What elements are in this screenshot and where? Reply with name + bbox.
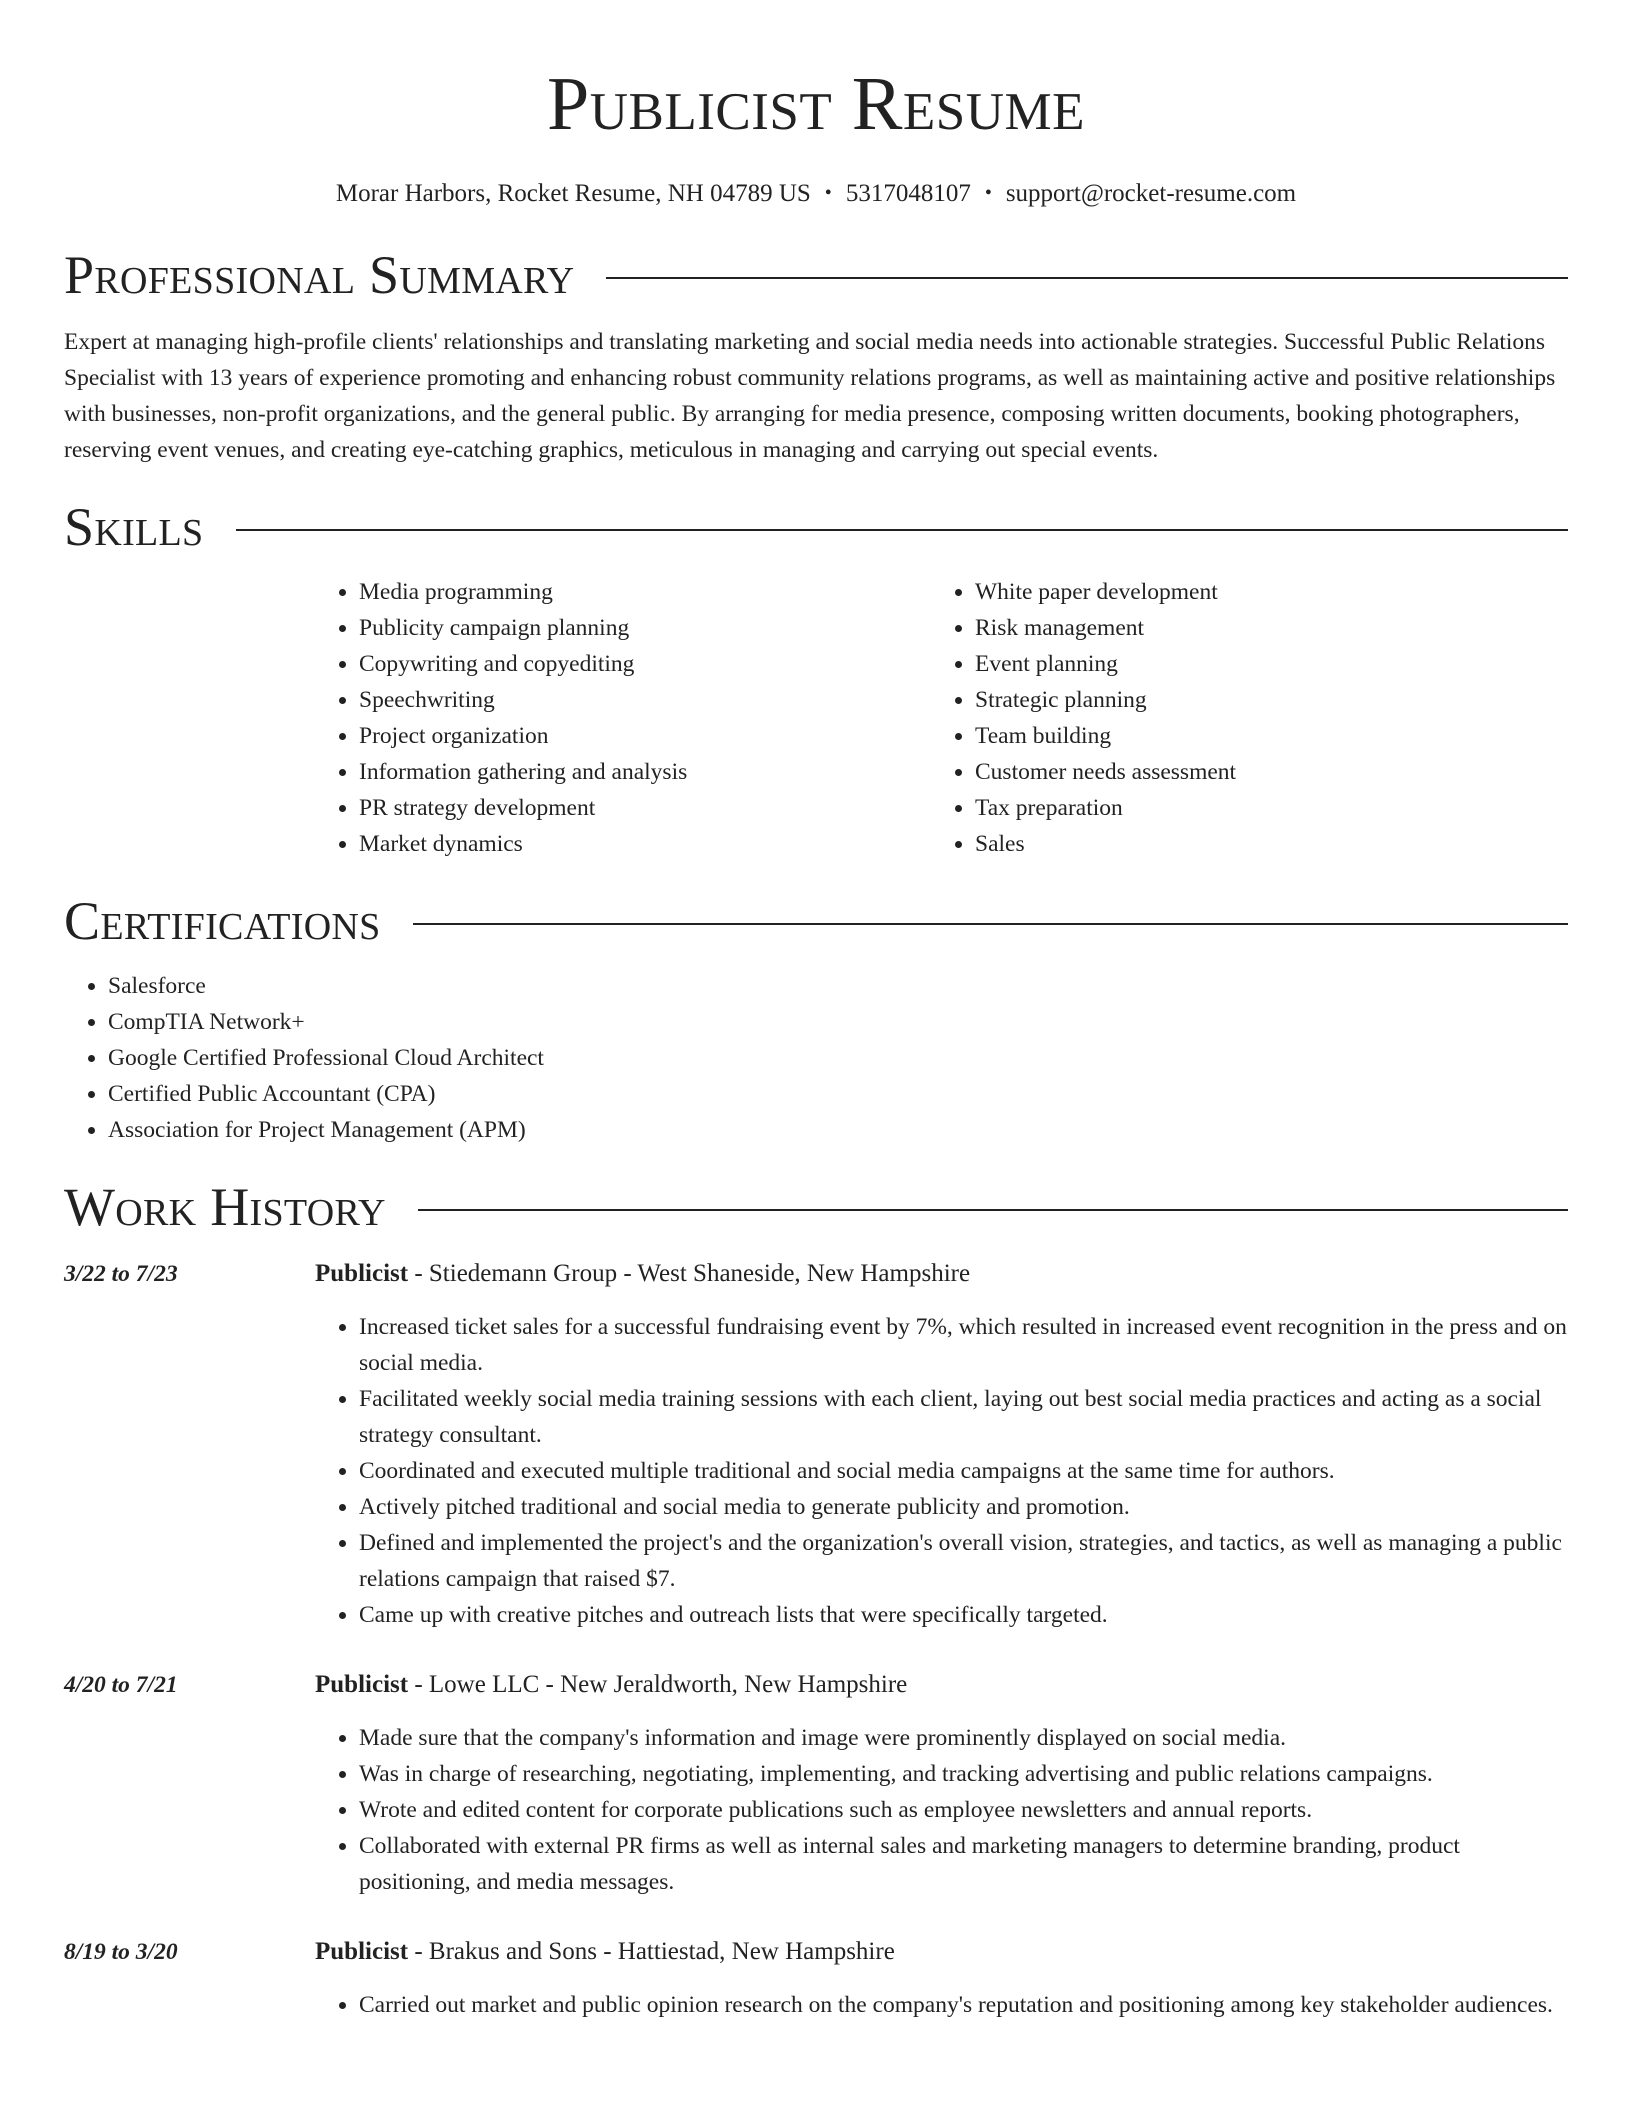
certification-item: • Salesforce xyxy=(108,968,1568,1004)
skills-heading: Skills xyxy=(64,497,204,557)
job-title: Publicist xyxy=(315,1260,409,1287)
section-divider xyxy=(236,529,1569,531)
certification-item: • Association for Project Management (APM) xyxy=(108,1112,1568,1148)
job-bullet: • Wrote and edited content for corporate publications such as employee newsletters and annual reports. xyxy=(359,1792,1568,1828)
certifications-heading-row xyxy=(64,891,1568,951)
skill-item: • Project organization xyxy=(359,718,931,754)
certification-item: • Google Certified Professional Cloud Architect xyxy=(108,1040,1568,1076)
contact-line xyxy=(64,180,1568,208)
section-divider xyxy=(413,923,1568,925)
certifications-list xyxy=(64,968,1568,1148)
skill-item: • Risk management xyxy=(975,610,1547,646)
summary-heading: Professional Summary xyxy=(64,245,575,305)
job-entry xyxy=(64,1256,1568,1633)
skill-item: • Sales xyxy=(975,826,1547,862)
summary-section xyxy=(64,245,1568,468)
section-divider xyxy=(606,277,1568,279)
skill-item: • Media programming xyxy=(359,574,931,610)
job-bullet: • Carried out market and public opinion research on the company's reputation and positioning among key stakeholder audiences. xyxy=(359,1987,1568,2023)
skill-item: • Event planning xyxy=(975,646,1547,682)
job-title-line xyxy=(315,1667,1568,1703)
job-title-line xyxy=(315,1934,1568,1970)
job-title-line xyxy=(315,1256,1568,1292)
skill-item: • Tax preparation xyxy=(975,790,1547,826)
certification-item: • Certified Public Accountant (CPA) xyxy=(108,1076,1568,1112)
job-dates: 3/22 to 7/23 xyxy=(64,1261,178,1287)
job-bullets xyxy=(315,1309,1568,1633)
contact-phone: 5317048107 xyxy=(845,180,971,207)
skill-item: • Copywriting and copyediting xyxy=(359,646,931,682)
skills-list-right xyxy=(931,574,1547,862)
job-company: - Stiedemann Group - West Shaneside, New Hampshire xyxy=(408,1260,971,1287)
work-history-heading-row xyxy=(64,1177,1568,1237)
job-bullet: • Defined and implemented the project's and the organization's overall vision, strategies, and tactics, as well as managing a public relations campaign that raised $7. xyxy=(359,1525,1568,1597)
skill-item: • Publicity campaign planning xyxy=(359,610,931,646)
job-entry xyxy=(64,1934,1568,2023)
skills-grid xyxy=(315,574,1568,862)
job-bullet: • Actively pitched traditional and social media to generate publicity and promotion. xyxy=(359,1489,1568,1525)
job-title: Publicist xyxy=(315,1938,409,1965)
job-body xyxy=(315,1256,1568,1633)
job-body xyxy=(315,1934,1568,2023)
job-body xyxy=(315,1667,1568,1900)
skills-column-right xyxy=(931,574,1547,862)
job-dates: 8/19 to 3/20 xyxy=(64,1939,178,1965)
certification-item: • CompTIA Network+ xyxy=(108,1004,1568,1040)
contact-address: Morar Harbors, Rocket Resume, NH 04789 US xyxy=(335,180,811,207)
contact-separator: • xyxy=(824,182,832,204)
job-bullet: • Made sure that the company's information and image were prominently displayed on social media. xyxy=(359,1720,1568,1756)
skills-list-left xyxy=(315,574,931,862)
contact-separator: • xyxy=(984,182,992,204)
work-history-section xyxy=(64,1177,1568,2023)
job-dates: 4/20 to 7/21 xyxy=(64,1672,178,1698)
skill-item: • Market dynamics xyxy=(359,826,931,862)
skills-section xyxy=(64,497,1568,862)
skill-item: • Customer needs assessment xyxy=(975,754,1547,790)
skills-heading-row xyxy=(64,497,1568,557)
resume-title: Publicist Resume xyxy=(546,62,1086,146)
skill-item: • Strategic planning xyxy=(975,682,1547,718)
certifications-section xyxy=(64,891,1568,1148)
job-company: - Brakus and Sons - Hattiestad, New Hampshire xyxy=(408,1938,895,1965)
job-entry xyxy=(64,1667,1568,1900)
skill-item: • PR strategy development xyxy=(359,790,931,826)
job-bullet: • Increased ticket sales for a successful fundraising event by 7%, which resulted in increased event recognition in the press and on social media. xyxy=(359,1309,1568,1381)
job-bullet: • Came up with creative pitches and outreach lists that were specifically targeted. xyxy=(359,1597,1568,1633)
work-history-heading: Work History xyxy=(64,1177,386,1237)
job-bullet: • Was in charge of researching, negotiating, implementing, and tracking advertising and public relations campaigns. xyxy=(359,1756,1568,1792)
summary-heading-row xyxy=(64,245,1568,305)
job-bullet: • Coordinated and executed multiple traditional and social media campaigns at the same time for authors. xyxy=(359,1453,1568,1489)
job-title: Publicist xyxy=(315,1671,409,1698)
skills-column-left xyxy=(315,574,931,862)
job-bullets xyxy=(315,1987,1568,2023)
certifications-heading: Certifications xyxy=(64,891,381,951)
job-bullet: • Collaborated with external PR firms as well as internal sales and marketing managers to determine branding, product positioning, and media messages. xyxy=(359,1828,1568,1900)
skill-item: • Information gathering and analysis xyxy=(359,754,931,790)
skill-item: • Speechwriting xyxy=(359,682,931,718)
job-bullet: • Facilitated weekly social media training sessions with each client, laying out best social media practices and acting as a social strategy consultant. xyxy=(359,1381,1568,1453)
job-company: - Lowe LLC - New Jeraldworth, New Hampshire xyxy=(408,1671,908,1698)
skill-item: • White paper development xyxy=(975,574,1547,610)
section-divider xyxy=(418,1209,1568,1211)
skill-item: • Team building xyxy=(975,718,1547,754)
contact-email: support@rocket-resume.com xyxy=(1005,180,1297,207)
job-bullets xyxy=(315,1720,1568,1900)
summary-text: Expert at managing high-profile clients' relationships and translating marketing and social media needs into actionable strategies. Successful Public Relations Specialist with 13 years of experience promoting and enhancing robust community relations programs, as well as maintaining active and positive relationships with businesses, non-profit organizations, and the general public. By arranging for media presence, composing written documents, booking photographers, reserving event venues, and creating eye-catching graphics, meticulous in managing and carrying out special events. xyxy=(64,329,1556,463)
